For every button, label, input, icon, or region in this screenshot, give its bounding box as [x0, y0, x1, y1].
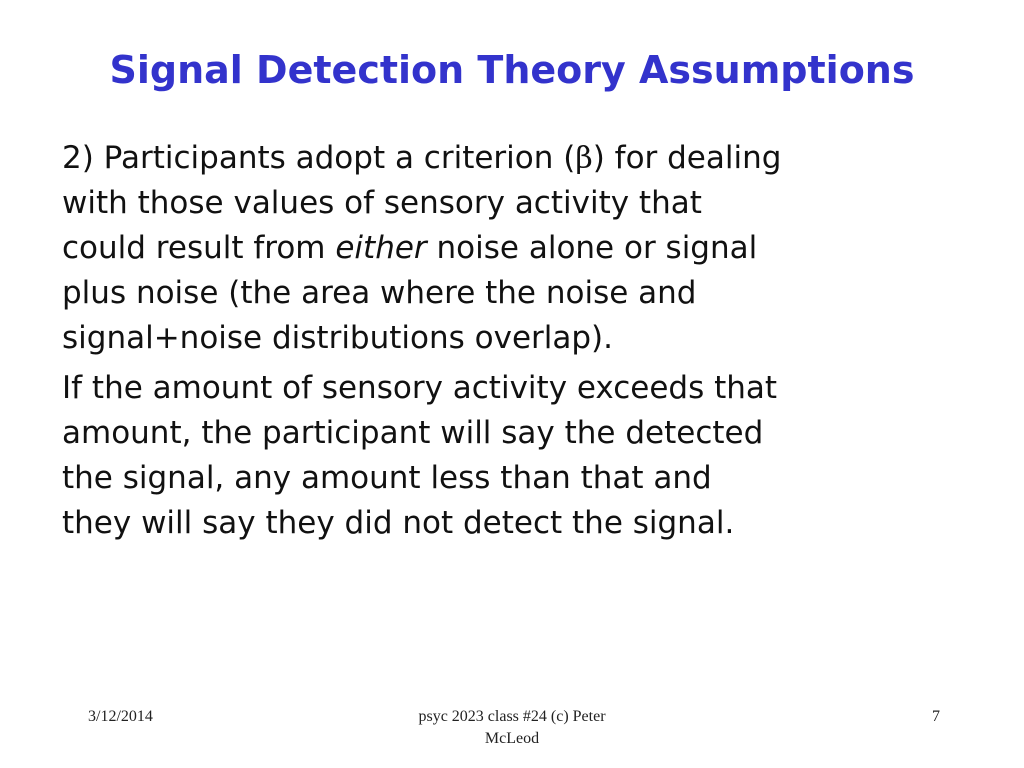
paragraph-line: amount, the participant will say the detected: [62, 415, 764, 451]
footer-page-number: 7: [932, 708, 940, 725]
paragraph-line: they will say they did not detect the signal.: [62, 505, 735, 541]
slide-body: [62, 136, 962, 546]
footer-credit-line: psyc 2023 class #24 (c) Peter: [418, 708, 606, 725]
paragraph-line: [62, 136, 962, 181]
emphasis-either: either: [335, 230, 427, 266]
paragraph-line: If the amount of sensory activity exceeds that: [62, 370, 778, 406]
text-segment: noise alone or signal: [426, 230, 758, 266]
footer-course-credit: [362, 706, 662, 750]
beta-symbol: β: [575, 141, 593, 176]
footer-date: 3/12/2014: [88, 708, 153, 725]
footer-credit-line: McLeod: [484, 730, 540, 747]
paragraph-line: with those values of sensory activity that: [62, 185, 702, 221]
slide-title: Signal Detection Theory Assumptions: [109, 48, 915, 92]
paragraph-line: the signal, any amount less than that and: [62, 460, 712, 496]
text-segment: 2) Participants adopt a criterion (: [62, 140, 576, 176]
paragraph-line: signal+noise distributions overlap).: [62, 320, 614, 356]
text-segment: could result from: [62, 230, 336, 266]
text-segment: ) for dealing: [592, 140, 782, 176]
paragraph-line: plus noise (the area where the noise and: [62, 275, 697, 311]
paragraph-line: [62, 226, 962, 271]
paragraph-threshold: [62, 366, 962, 546]
paragraph-criterion: [62, 136, 962, 361]
